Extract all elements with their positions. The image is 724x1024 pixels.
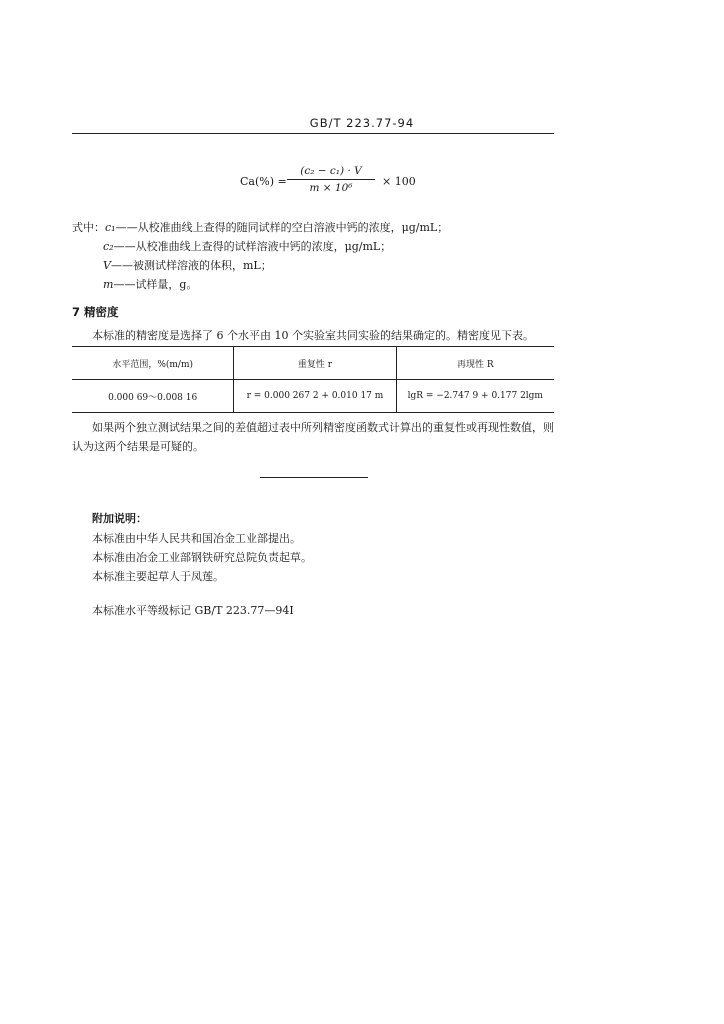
- notes-title: 附加说明：: [92, 512, 147, 525]
- formula-fraction: [287, 165, 375, 194]
- precision-conclusion-line: 认为这两个结果是可疑的。: [72, 440, 204, 453]
- definition-symbol: m: [103, 278, 114, 291]
- section-heading-precision: 7 精密度: [72, 305, 119, 319]
- formula-numerator: (c₂ − c₁) · V: [300, 165, 362, 177]
- header-divider: [72, 133, 554, 134]
- notes-line: 本标准由冶金工业部钢铁研究总院负责起草。: [92, 551, 312, 564]
- definition-text: ——试样量，g。: [113, 278, 198, 291]
- table-cell: lgR = −2.747 9 + 0.177 2lgm: [396, 380, 554, 413]
- grade-mark-line: 本标准水平等级标记 GB/T 223.77—94I: [92, 604, 294, 617]
- precision-conclusion-line: 如果两个独立测试结果之间的差值超过表中所列精密度函数式计算出的重复性或再现性数值，则: [92, 421, 554, 434]
- definition-text: ——从校准曲线上查得的试样溶液中钙的浓度，μg/mL；: [113, 240, 392, 253]
- table-header-cell: 水平范围，%(m/m): [72, 347, 234, 380]
- document-code-header: GB/T 223.77-94: [309, 116, 415, 130]
- definition-text: ——被测试样溶液的体积，mL；: [110, 259, 272, 272]
- fraction-bar: [287, 179, 375, 180]
- definition-row: [103, 238, 391, 254]
- definition-row: [103, 257, 272, 273]
- table-cell: 0.000 69～0.008 16: [72, 380, 234, 413]
- definitions-intro: 式中：: [72, 221, 105, 234]
- formula-denominator: m × 10⁶: [309, 182, 353, 194]
- definition-text: ——从校准曲线上查得的随同试样的空白溶液中钙的浓度，μg/mL；: [115, 221, 449, 234]
- table-header-row: [72, 347, 554, 380]
- table-header-cell: 重复性 r: [234, 347, 396, 380]
- precision-intro: 本标准的精密度是选择了 6 个水平由 10 个实验室共同实验的结果确定的。精密度见下表。: [92, 329, 534, 342]
- definition-symbol: c₂: [103, 240, 114, 253]
- definition-row: [103, 276, 197, 292]
- notes-line: 本标准由中华人民共和国冶金工业部提出。: [92, 532, 301, 545]
- end-divider: [260, 477, 368, 478]
- formula-lhs: Ca(%) =: [240, 175, 287, 188]
- table-header-cell: 再现性 R: [396, 347, 554, 380]
- table-row: [72, 380, 554, 413]
- definition-symbol: c₁: [105, 221, 116, 234]
- precision-table: [72, 346, 554, 413]
- definition-row: [72, 219, 448, 235]
- notes-line: 本标准主要起草人于凤莲。: [92, 570, 224, 583]
- definition-symbol: V: [103, 259, 111, 272]
- table-cell: r = 0.000 267 2 + 0.010 17 m: [234, 380, 396, 413]
- formula-rhs: × 100: [382, 175, 416, 188]
